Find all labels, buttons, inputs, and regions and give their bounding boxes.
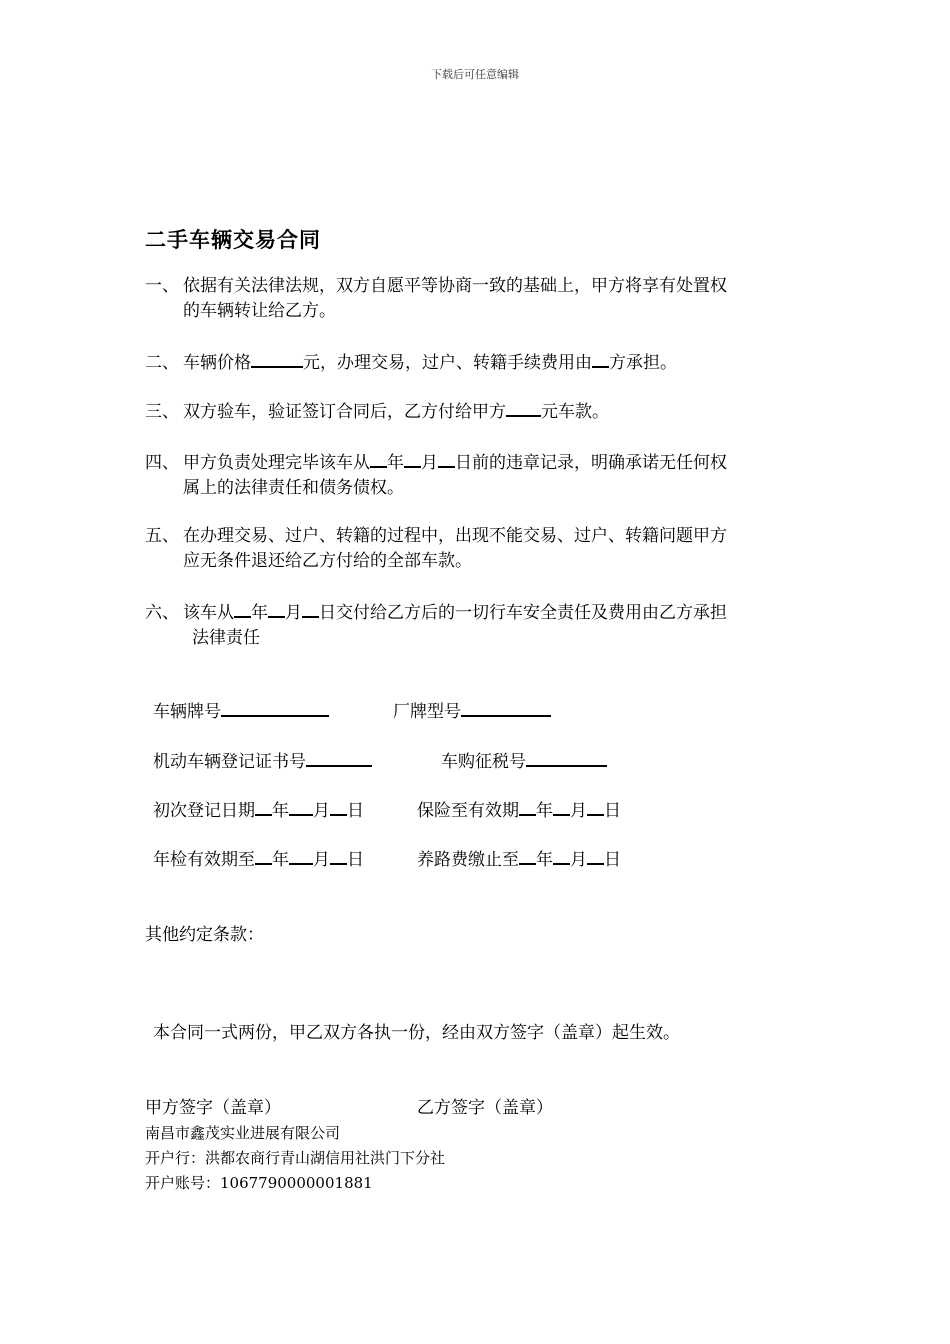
field-unit: 月: [313, 801, 330, 821]
contract-title: 二手车辆交易合同: [145, 227, 321, 252]
clause-number: 一、: [145, 276, 179, 296]
blank-day: [302, 599, 319, 618]
field-tax-no: [441, 748, 607, 774]
page-header: 下载后可任意编辑: [431, 68, 519, 81]
field-label: 机动车辆登记证书号: [153, 752, 306, 772]
clause-text: 该车从: [183, 603, 234, 623]
clause-text: 年: [251, 603, 268, 623]
field-label: 厂牌型号: [393, 702, 461, 722]
clause-text: 元车款。: [541, 402, 609, 422]
clause-text: 依据有关法律法规，双方自愿平等协商一致的基础上，甲方将享有处置权: [183, 276, 727, 296]
clause-number: 二、: [145, 353, 179, 373]
field-label: 车辆牌号: [153, 702, 221, 722]
field-label: 保险至有效期: [417, 801, 519, 821]
clause-1: [145, 274, 815, 324]
clause-text: 年: [387, 453, 404, 473]
clause-text: 车辆价格: [183, 353, 251, 373]
bank-name: 开户行：洪都农商行青山湖信用社洪门下分社: [145, 1149, 446, 1167]
blank-month: [268, 599, 285, 618]
blank-price: [251, 349, 303, 368]
field-unit: 月: [313, 850, 330, 870]
clause-number: 三、: [145, 402, 179, 422]
blank-month: [553, 797, 570, 816]
field-model: [393, 698, 551, 724]
field-first-reg: [153, 797, 364, 823]
blank-month: [404, 449, 421, 468]
blank-year: [519, 846, 536, 865]
clause-4: [145, 449, 815, 501]
field-reg-cert: [153, 748, 372, 774]
clause-number: 四、: [145, 453, 179, 473]
blank-day: [438, 449, 455, 468]
field-unit: 日: [604, 801, 621, 821]
clause-2: [145, 349, 815, 376]
field-unit: 日: [347, 801, 364, 821]
clause-number: 五、: [145, 526, 179, 546]
clause-text: 月: [285, 603, 302, 623]
field-unit: 年: [536, 850, 553, 870]
clause-6: [145, 599, 815, 651]
effect-statement: 本合同一式两份，甲乙双方各执一份，经由双方签字（盖章）起生效。: [153, 1023, 680, 1043]
clause-5: [145, 524, 815, 574]
clause-number: 六、: [145, 603, 179, 623]
blank-plate: [221, 698, 329, 717]
clause-text: 在办理交易、过户、转籍的过程中，出现不能交易、过户、转籍问题甲方: [183, 526, 727, 546]
clause-3: [145, 398, 815, 425]
company-name: 南昌市鑫茂实业进展有限公司: [145, 1124, 341, 1142]
blank-year: [234, 599, 251, 618]
clause-text: 元，办理交易，过户、转籍手续费用由: [303, 353, 592, 373]
clause-text: 方承担。: [609, 353, 677, 373]
blank-month: [289, 846, 313, 865]
blank-model: [461, 698, 551, 717]
field-label: 初次登记日期: [153, 801, 255, 821]
blank-year: [255, 846, 272, 865]
clause-text: 日前的违章记录，明确承诺无任何权: [455, 453, 727, 473]
field-road-fee: [417, 846, 621, 872]
clause-text: 月: [421, 453, 438, 473]
field-label: 车购征税号: [441, 752, 526, 772]
field-unit: 年: [272, 850, 289, 870]
clause-text: 双方验车，验证签订合同后，乙方付给甲方: [183, 402, 506, 422]
blank-month: [289, 797, 313, 816]
blank-year: [519, 797, 536, 816]
field-unit: 月: [570, 801, 587, 821]
other-terms-label: 其他约定条款：: [145, 925, 264, 945]
blank-day: [330, 846, 347, 865]
field-label: 养路费缴止至: [417, 850, 519, 870]
blank-tax-no: [526, 748, 607, 767]
field-insurance: [417, 797, 621, 823]
blank-year: [255, 797, 272, 816]
blank-party: [592, 349, 609, 368]
field-unit: 日: [604, 850, 621, 870]
field-plate: [153, 698, 329, 724]
field-inspection: [153, 846, 364, 872]
field-label: 年检有效期至: [153, 850, 255, 870]
blank-day: [587, 846, 604, 865]
field-unit: 月: [570, 850, 587, 870]
blank-day: [587, 797, 604, 816]
field-unit: 年: [272, 801, 289, 821]
blank-amount: [506, 398, 541, 417]
clause-text: 日交付给乙方后的一切行车安全责任及费用由乙方承担: [319, 603, 727, 623]
field-unit: 年: [536, 801, 553, 821]
clause-text-continued: 应无条件退还给乙方付给的全部车款。: [183, 551, 472, 571]
blank-year: [370, 449, 387, 468]
field-unit: 日: [347, 850, 364, 870]
clause-text-continued: 的车辆转让给乙方。: [183, 301, 336, 321]
blank-reg-cert: [306, 748, 372, 767]
clause-text-continued: 属上的法律责任和债务债权。: [183, 478, 404, 498]
party-b-signature: 乙方签字（盖章）: [417, 1098, 553, 1118]
clause-text: 甲方负责处理完毕该车从: [183, 453, 370, 473]
blank-day: [330, 797, 347, 816]
blank-month: [553, 846, 570, 865]
clause-text-continued: 法律责任: [192, 628, 260, 648]
party-a-signature: 甲方签字（盖章）: [145, 1098, 281, 1118]
bank-account: 开户账号：1067790000001881: [145, 1174, 373, 1192]
